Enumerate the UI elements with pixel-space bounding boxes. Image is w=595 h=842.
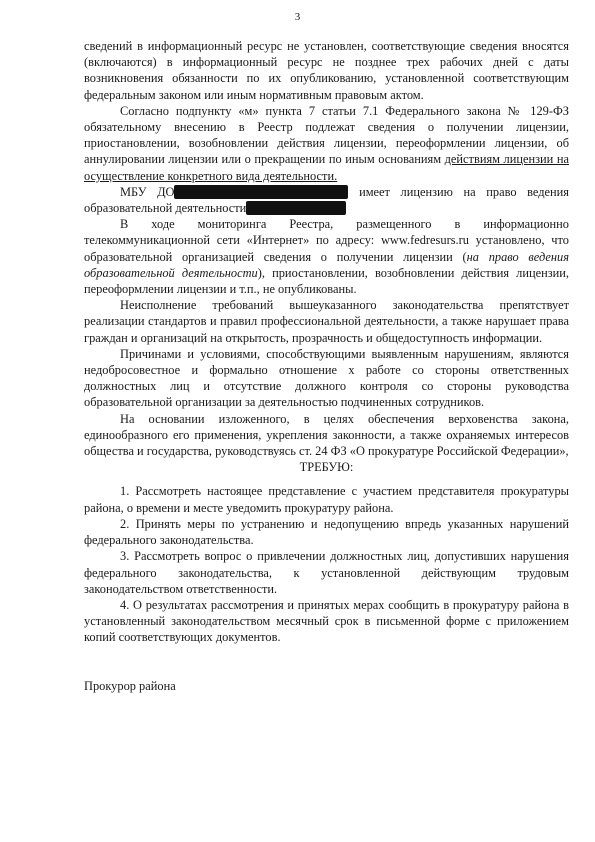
paragraph-3 bbox=[84, 184, 569, 216]
paragraph-3-middle: имеет лицензию на право ведения образовательной деятельности bbox=[84, 184, 569, 216]
spacer bbox=[84, 475, 569, 483]
signature-line: Прокурор района bbox=[84, 678, 176, 693]
paragraph-5: Неисполнение требований вышеуказанного законодательства препятствует реализации стандартов и правил профессиональной деятельности, а также нарушает права граждан и организаций на открытость, прозрачность и общедоступность информации. bbox=[84, 298, 569, 345]
paragraph-1: сведений в информационный ресурс не установлен, соответствующие сведения вносятся (включаются) в информационный ресурс не позднее трех рабочих дней с даты возникновения обязанности по их опубликованию, установленной соответствующим федеральным законом или иным нормативным правовым актом. bbox=[84, 39, 569, 102]
demand-heading: ТРЕБУЮ: bbox=[299, 460, 354, 475]
spacer bbox=[84, 646, 569, 678]
paragraph-2 bbox=[84, 103, 569, 184]
document-body bbox=[84, 38, 569, 694]
paragraph-7: На основании изложенного, в целях обеспечения верховенства закона, единообразного его применения, укрепления законности, а также охраняемых интересов общества и государства, руководствуясь ст. 24 ФЗ «О прокуратуре Российской Федерации», bbox=[84, 411, 569, 459]
paragraph-4 bbox=[84, 216, 569, 297]
demand-item: 4. О результатах рассмотрения и принятых мерах сообщить в прокуратуру района в установленный законодательством месячный срок в письменной форме с приложением копий соответствующих документов. bbox=[84, 597, 569, 645]
demand-item: 2. Принять меры по устранению и недопущению впредь указанных нарушений федерального законодательства. bbox=[84, 516, 569, 548]
paragraph-4-end: ), приостановлении, возобновлении действия лицензии, переоформлении лицензии и т.п., не опубликованы. bbox=[84, 265, 570, 297]
paragraph-6: Причинами и условиями, способствующими выявленным нарушениям, являются недобросовестное и формально отношение х работе со стороны ответственных должностных лиц и отсутствие должного контроля со стороны руководства образовательной организации за деятельностью подчиненных сотрудников. bbox=[84, 346, 569, 410]
paragraph-4-italic: на право ведения образовательной деятельности bbox=[84, 249, 569, 280]
page-number: 3 bbox=[294, 11, 301, 23]
paragraph-2-underlined-text: действиям лицензии на осуществление конкретного вида деятельности. bbox=[84, 152, 569, 183]
redaction-bar bbox=[246, 201, 346, 215]
demand-item: 3. Рассмотреть вопрос о привлечении должностных лиц, допустивших нарушения федерального законодательства, к установленной действующим трудовым законодательством ответственности. bbox=[84, 549, 569, 596]
demand-item: 1. Рассмотреть настоящее представление с участием представителя прокуратуры района, о времени и месте уведомить прокуратуру района. bbox=[84, 484, 569, 515]
redaction-bar bbox=[174, 185, 348, 199]
paragraph-4-start: В ходе мониторинга Реестра, размещенного в информационно телекоммуникационной сети «Интернет» по адресу: www.fedresurs.ru установлено, что образовательной организацией сведения о получении лицензии ( bbox=[84, 217, 569, 264]
paragraph-2-text: Согласно подпункту «м» пункта 7 статьи 7.1 Федерального закона № 129-ФЗ обязательному внесению в Реестр подлежат сведения о получении лицензии, приостановлении, возобновлении действия лицензии, переоформлении лицензии, об аннулировании лицензии или о прекращении по иным основаниям bbox=[84, 103, 569, 167]
paragraph-3-start: МБУ ДО bbox=[120, 184, 175, 199]
